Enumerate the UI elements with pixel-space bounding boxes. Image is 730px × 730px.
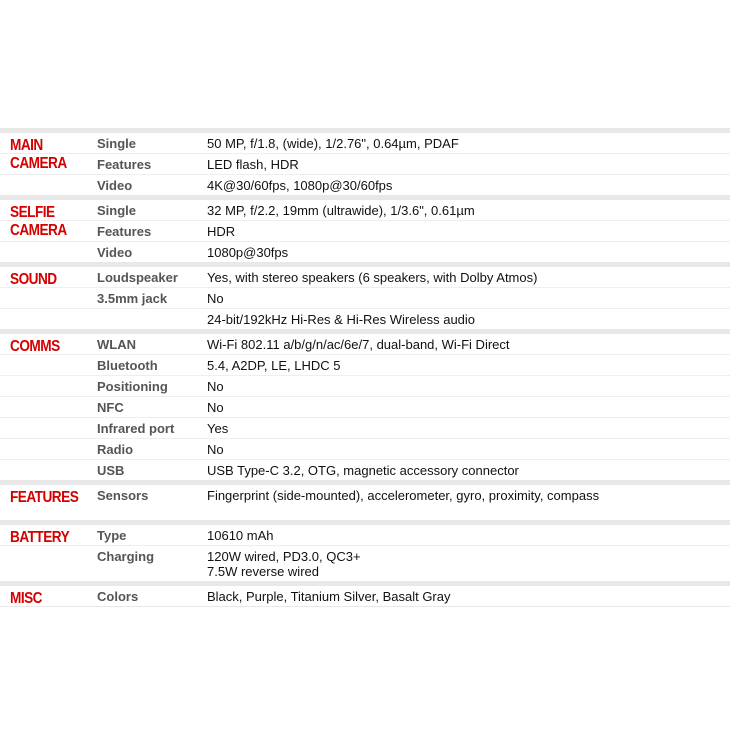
spec-label[interactable]: 3.5mm jack [97, 291, 168, 306]
spec-label[interactable]: Positioning [97, 379, 168, 394]
spec-value-line: 24-bit/192kHz Hi-Res & Hi-Res Wireless audio [207, 312, 476, 327]
spec-label[interactable]: Type [97, 528, 127, 543]
spec-row [0, 267, 730, 288]
spec-row [0, 288, 730, 309]
spec-row [0, 355, 730, 376]
section-heading-line: COMMS [10, 338, 60, 355]
spec-value [207, 485, 730, 520]
spec-row [0, 309, 730, 329]
spec-value-line: Yes [207, 421, 229, 436]
spec-label[interactable]: Video [97, 178, 133, 193]
section-heading-line: BATTERY [10, 529, 70, 546]
spec-section [0, 128, 730, 195]
spec-row [0, 175, 730, 195]
spec-section [0, 581, 730, 607]
spec-value-line: 4K@30/60fps, 1080p@30/60fps [207, 178, 393, 193]
spec-value [207, 221, 730, 241]
spec-label[interactable]: Colors [97, 589, 139, 604]
spec-row [0, 586, 730, 606]
spec-value [207, 242, 730, 262]
spec-section [0, 329, 730, 480]
spec-label[interactable]: Video [97, 245, 133, 260]
spec-value [207, 309, 730, 329]
spec-label[interactable]: Sensors [97, 488, 149, 503]
spec-row [0, 221, 730, 242]
section-heading-line: CAMERA [10, 155, 67, 172]
spec-label[interactable]: WLAN [97, 337, 136, 352]
spec-value-line: 32 MP, f/2.2, 19mm (ultrawide), 1/3.6", 0.61µm [207, 203, 475, 218]
spec-value [207, 154, 730, 174]
spec-row [0, 376, 730, 397]
spec-value [207, 267, 730, 287]
spec-label[interactable]: Infrared port [97, 421, 175, 436]
spec-value-line: No [207, 291, 224, 306]
spec-value [207, 460, 730, 480]
spec-value-line: 5.4, A2DP, LE, LHDC 5 [207, 358, 341, 373]
spec-label[interactable]: Bluetooth [97, 358, 158, 373]
spec-label[interactable]: USB [97, 463, 125, 478]
spec-value [207, 175, 730, 195]
spec-label[interactable]: Single [97, 136, 137, 151]
spec-value [207, 586, 730, 606]
spec-value-line: 50 MP, f/1.8, (wide), 1/2.76", 0.64µm, PDAF [207, 136, 459, 151]
section-heading-line: FEATURES [10, 489, 79, 506]
section-heading-line: SELFIE [10, 204, 55, 221]
spec-value [207, 334, 730, 354]
spec-row [0, 439, 730, 460]
spec-row [0, 154, 730, 175]
spec-label[interactable]: Charging [97, 549, 155, 564]
spec-value [207, 376, 730, 396]
spec-value-line: 7.5W reverse wired [207, 564, 319, 579]
spec-value-line: 1080p@30fps [207, 245, 289, 260]
spec-label[interactable]: Features [97, 157, 152, 172]
spec-value-line: Yes, with stereo speakers (6 speakers, with Dolby Atmos) [207, 270, 538, 285]
spec-row [0, 334, 730, 355]
spec-row [0, 242, 730, 262]
spec-value-line: No [207, 379, 224, 394]
spec-value [207, 133, 730, 153]
spec-value [207, 397, 730, 417]
spec-row [0, 200, 730, 221]
spec-value-line: No [207, 400, 224, 415]
section-heading-line: SOUND [10, 271, 57, 288]
spec-value-line: Black, Purple, Titanium Silver, Basalt Gray [207, 589, 451, 604]
spec-section [0, 480, 730, 520]
spec-row [0, 525, 730, 546]
spec-section [0, 195, 730, 262]
section-heading-line: CAMERA [10, 222, 67, 239]
spec-section [0, 520, 730, 581]
spec-row [0, 397, 730, 418]
spec-value-line: 120W wired, PD3.0, QC3+ [207, 549, 361, 564]
spec-value [207, 288, 730, 308]
spec-label[interactable]: Radio [97, 442, 134, 457]
spec-value-line: 10610 mAh [207, 528, 274, 543]
spec-value [207, 200, 730, 220]
spec-value [207, 439, 730, 459]
spec-value-line: USB Type-C 3.2, OTG, magnetic accessory connector [207, 463, 519, 478]
spec-value-line: No [207, 442, 224, 457]
spec-table [0, 128, 730, 607]
spec-value [207, 355, 730, 375]
spec-row [0, 460, 730, 480]
spec-row [0, 418, 730, 439]
spec-row [0, 546, 730, 581]
spec-section [0, 262, 730, 329]
spec-value [207, 525, 730, 545]
spec-value [207, 546, 730, 581]
spec-value-line [207, 503, 730, 518]
spec-value [207, 418, 730, 438]
spec-value-line: HDR [207, 224, 236, 239]
section-heading-line: MISC [10, 590, 42, 607]
spec-label[interactable]: Single [97, 203, 137, 218]
spec-label[interactable]: NFC [97, 400, 124, 415]
section-heading-line: MAIN [10, 137, 43, 154]
spec-row [0, 133, 730, 154]
spec-label[interactable]: Loudspeaker [97, 270, 178, 285]
spec-value-line: Wi-Fi 802.11 a/b/g/n/ac/6e/7, dual-band, Wi-Fi Direct [207, 337, 510, 352]
spec-label[interactable]: Features [97, 224, 152, 239]
spec-row [0, 485, 730, 520]
spec-value-line: LED flash, HDR [207, 157, 299, 172]
spec-value-line: Fingerprint (side-mounted), accelerometer, gyro, proximity, compass [207, 488, 600, 503]
